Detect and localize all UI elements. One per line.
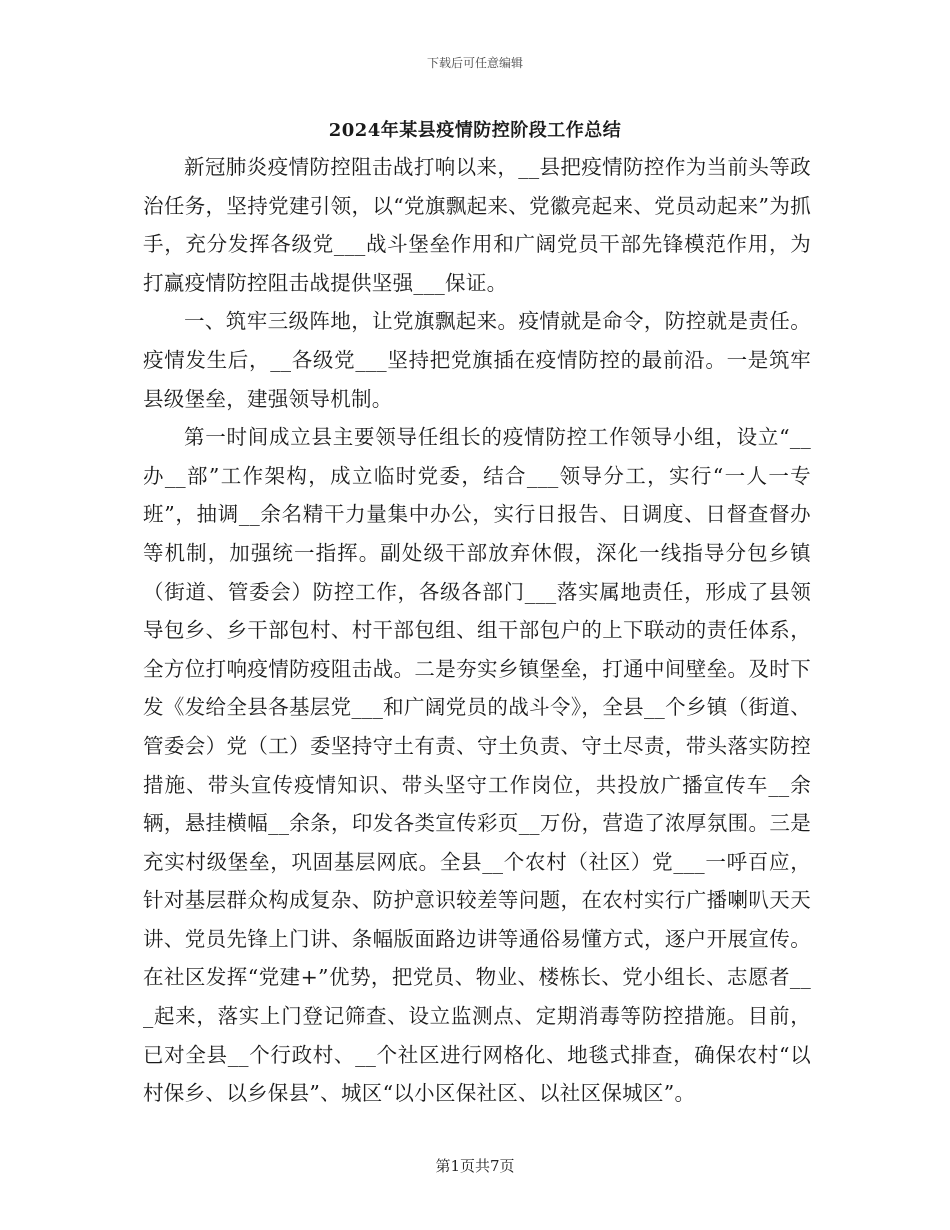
paragraph-details: 第一时间成立县主要领导任组长的疫情防控工作领导小组，设立“__办__部”工作架构，成立临时党委，结合___领导分工，实行“一人一专班”，抽调__余名精干力量集中办公，实行日报告、日调度、日督查督办等机制，加强统一指挥。副处级干部放弃休假，深化一线指导分包乡镇（街道、管委会）防控工作，各级各部门___落实属地责任，形成了县领导包乡、乡干部包村、村干部包组、组干部包户的上下联动的责任体系，全方位打响疫情防疫阻击战。二是夯实乡镇堡垒，打通中间壁垒。及时下发《发给全县各基层党___和广阔党员的战斗令》，全县__个乡镇（街道、管委会）党（工）委坚持守土有责、守土负责、守土尽责，带头落实防控措施、带头宣传疫情知识、带头坚守工作岗位，共投放广播宣传车__余辆，悬挂横幅__余条，印发各类宣传彩页__万份，营造了浓厚氛围。三是充实村级堡垒，巩固基层网底。全县__个农村（社区）党___一呼百应，针对基层群众构成复杂、防护意识较差等问题，在农村实行广播喇叭天天讲、党员先锋上门讲、条幅版面路边讲等通俗易懂方式，逐户开展宣传。在社区发挥“党建+”优势，把党员、物业、楼栋长、党小组长、志愿者___起来，落实上门登记筛查、设立监测点、定期消毒等防控措施。目前，已对全县__个行政村、__个社区进行网格化、地毯式排查，确保农村“以村保乡、以乡保县”、城区“以小区保社区、以社区保城区”。 xyxy=(143,425,811,1106)
page-number: 第1页共7页 xyxy=(435,1157,515,1175)
paragraph-section-one: 一、筑牢三级阵地，让党旗飘起来。疫情就是命令，防控就是责任。疫情发生后，__各级党___坚持把党旗插在疫情防控的最前沿。一是筑牢县级堡垒，建强领导机制。 xyxy=(143,309,811,411)
document-body xyxy=(143,148,811,1113)
paragraph-intro: 新冠肺炎疫情防控阻击战打响以来，__县把疫情防控作为当前头等政治任务，坚持党建引领，以“党旗飘起来、党徽亮起来、党员动起来”为抓手，充分发挥各级党___战斗堡垒作用和广阔党员干部先锋模范作用，为打赢疫情防控阻击战提供坚强___保证。 xyxy=(143,155,811,295)
page-header-note: 下载后可任意编辑 xyxy=(426,56,523,70)
document-title: 2024年某县疫情防控阶段工作总结 xyxy=(328,120,622,141)
